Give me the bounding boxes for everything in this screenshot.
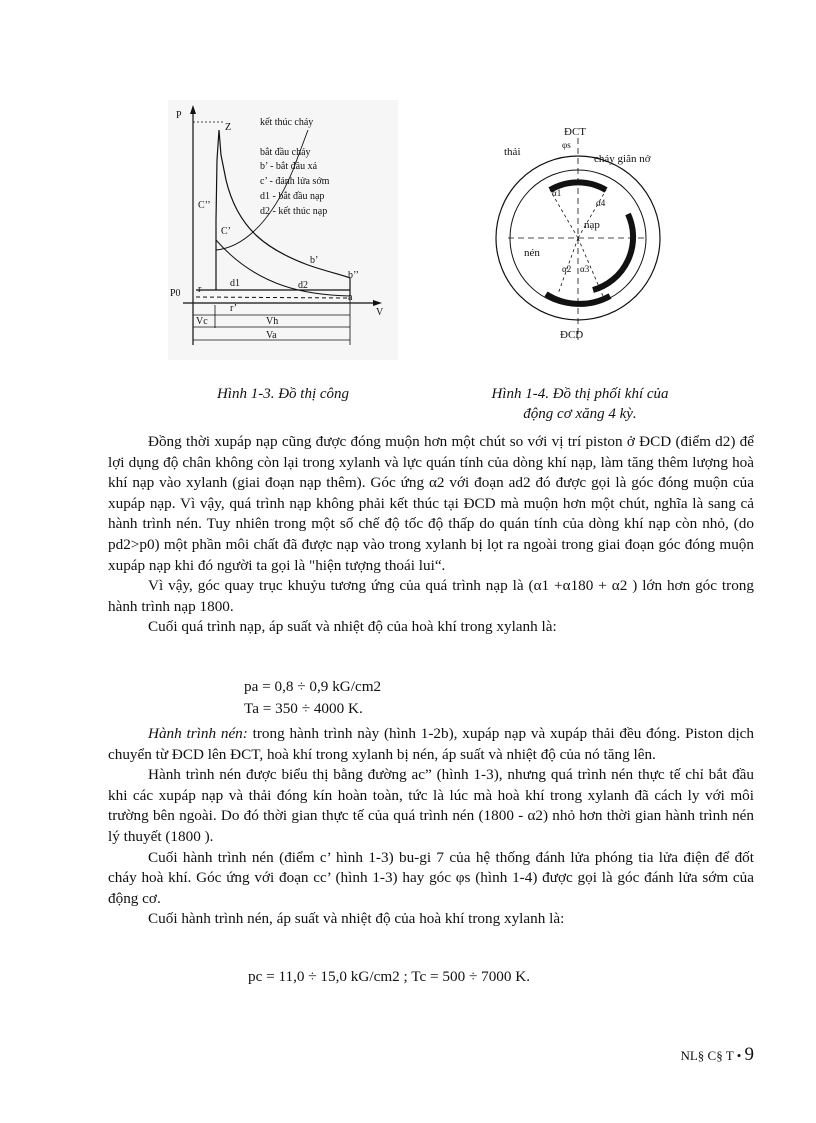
label-z: Z	[225, 122, 232, 133]
label-p: P	[176, 110, 182, 121]
paragraph-4	[108, 724, 754, 765]
label-c2: C’’	[198, 200, 211, 211]
label-bat-dau-chay: bắt đầu cháy	[260, 147, 311, 158]
paragraph-6: Cuối hành trình nén (điểm c’ hình 1-3) bu-gi 7 của hệ thống đánh lửa phóng tia lửa điện để đốt cháy hoà khí. Góc ứng với đoạn cc’ (hình 1-3) hay góc φs (hình 1-4) được gọi là góc đánh lửa sớm của động cơ.	[108, 848, 754, 907]
paragraph-1: Đồng thời xupáp nạp cũng được đóng muộn hơn một chút so với vị trí piston ở ĐCD (điểm d2) để lợi dụng độ chân không còn lại trong xylanh và lực quán tính của dòng khí nạp, làm tăng thêm lượng hoà khí nạp vào xylanh (giai đoạn nạp thêm). Góc ứng α2 với đoạn ad2 đó được gọi là góc đóng muộn của xupáp nạp. Vì vậy, quá trình nạp không phải kết thúc tại ĐCD mà muộn hơn một chút, nghĩa là sang cả hành trình nén. Tuy nhiên trong một số chế độ tốc độ thấp do quán tính của dòng khí nạp còn nhỏ, (do pd2>p0) một phần môi chất đã được nạp vào trong xylanh bị lọt ra ngoài trong giai đoạn góc đóng muộn xupáp nạp khi đó người ta gọi là "hiện tượng thoái lui“.	[108, 433, 754, 574]
caption-figure-1-4-line1: Hình 1-4. Đồ thị phối khí của	[491, 386, 669, 402]
label-c1: C’	[221, 226, 231, 237]
paragraph-5: Hành trình nén được biểu thị bằng đường ac” (hình 1-3), nhưng quá trình nén thực tế chỉ bắt đầu khi các xupáp nạp và thải đóng kín hoàn toàn, tức là lúc mà hoà khí trong xylanh đã cách ly với môi trường bên ngoài. Do đó thời gian thực tế của quá trình nén (1800 - α2) nhỏ hơn thời gian hành trình nén lý thuyết (1800 ).	[108, 766, 754, 845]
label-a: a	[348, 292, 353, 303]
page-footer	[680, 1044, 754, 1066]
footer-label: NL§ C§ T •	[680, 1048, 742, 1063]
caption-figure-1-3: Hình 1-3. Đồ thị công	[216, 386, 350, 402]
label-c-prime: c’ - đánh lửa sớm	[260, 176, 330, 187]
label-d1s: d1	[230, 278, 240, 289]
body-text	[108, 432, 754, 638]
caption-figure-1-4-line2: động cơ xăng 4 kỳ.	[523, 406, 637, 422]
label-d2: d2 - kết thúc nạp	[260, 206, 328, 217]
label-r2: r’	[230, 303, 238, 314]
label-nap: nạp	[584, 219, 600, 231]
label-a4: α4	[596, 198, 606, 208]
label-b-prime: b’ - bắt đầu xả	[260, 161, 318, 172]
label-d2s: d2	[298, 280, 308, 291]
paragraph-7: Cuối hành trình nén, áp suất và nhiệt độ của hoà khí trong xylanh là:	[148, 910, 565, 928]
label-r: r	[198, 284, 202, 295]
label-phi: φs	[562, 140, 571, 150]
label-a2: α2	[562, 264, 572, 274]
label-bp: b’	[310, 255, 319, 266]
formula-pa: pa = 0,8 ÷ 0,9 kG/cm2	[244, 678, 382, 695]
label-ket-thuc-chay: kết thúc cháy	[260, 117, 314, 128]
figure-pv-diagram	[168, 100, 398, 360]
paragraph-2: Vì vậy, góc quay trục khuỷu tương ứng của quá trình nạp là (α1 +α180 + α2 ) lớn hơn góc trong hành trình nạp 1800.	[108, 577, 754, 615]
label-a1: α1	[552, 188, 562, 198]
paragraph-3: Cuối quá trình nạp, áp suất và nhiệt độ của hoà khí trong xylanh là:	[148, 618, 557, 636]
label-va: Va	[266, 330, 277, 341]
label-d1: d1 - bắt đầu nạp	[260, 191, 325, 202]
label-a3: α3	[580, 264, 590, 274]
label-vh: Vh	[266, 316, 279, 327]
label-vc: Vc	[196, 316, 208, 327]
page-number: 9	[744, 1044, 754, 1065]
formula-ta: Ta = 350 ÷ 4000 K.	[244, 700, 363, 717]
label-p0: P0	[170, 288, 181, 299]
label-nen: nén	[524, 247, 540, 259]
formula-pc-tc: pc = 11,0 ÷ 15,0 kG/cm2 ; Tc = 500 ÷ 7000 K.	[248, 968, 531, 985]
caption-figure-1-4	[430, 384, 730, 424]
body-text-2	[108, 724, 754, 930]
label-thai: thải	[504, 146, 521, 158]
label-chay-gian-no: cháy giãn nở	[594, 153, 651, 165]
label-dcd: ĐCD	[560, 329, 584, 341]
paragraph-4-text: trong hành trình này (hình 1-2b), xupáp nạp và xupáp thải đều đóng. Piston dịch chuyển từ ĐCD lên ĐCT, hoà khí trong xylanh bị nén, áp suất và nhiệt độ của nó tăng lên.	[108, 725, 754, 763]
label-v: V	[376, 307, 384, 318]
term-hanh-trinh-nen: Hành trình nén:	[148, 725, 248, 742]
label-dct: ĐCT	[564, 126, 586, 138]
figure-valve-timing	[488, 118, 698, 350]
label-bpp: b’’	[348, 270, 359, 281]
